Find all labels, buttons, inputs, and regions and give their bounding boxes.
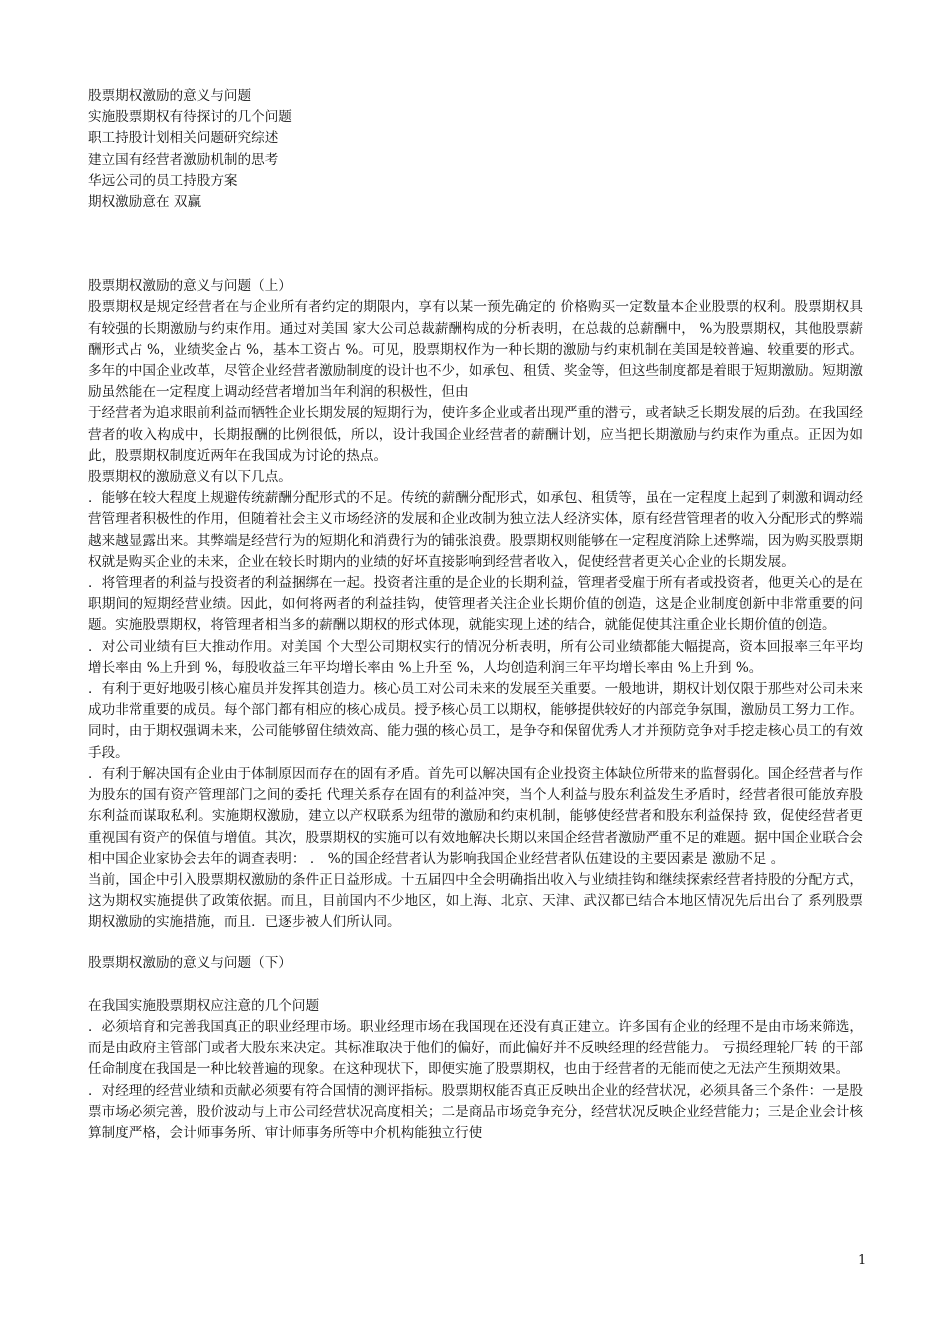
paragraph: ．将管理者的利益与投资者的利益捆绑在一起。投资者注重的是企业的长期利益，管理者受雇于所有者或投资者，他更关心的是在职期间的短期经营业绩。因此，如何将两者的利益挂钩，使管理者关注企业长期价值的创造，这是企业制度创新中非常重要的问题。实施股票期权，将管理者相当多的薪酬以期权的形式体现，就能实现上述的结合，就能促使其注重企业长期价值的创造。 bbox=[88, 575, 863, 634]
page-number: 1 bbox=[858, 1253, 867, 1268]
toc-item: 建立国有经营者激励机制的思考 bbox=[88, 151, 279, 168]
paragraph: 股票期权是规定经营者在与企业所有者约定的期限内，享有以某一预先确定的 价格购买一定数量本企业股票的权利。股票期权具有较强的长期激励与约束作用。通过对美国 家大公司总裁薪酬构成的分析表明，在总裁的总薪酬中， %为股票期权，其他股票薪酬形式占 %，业绩奖金占 %，基本工资占 %。可见，股票期权作为一种长期的激励与约束机制在美国是较普遍、较重要的形式。 多年的中国企业改革，尽管企业经营者激励制度的设计也不少，如承包、租赁、奖金等，但这些制度都是着眼于短期激励。短期激励虽然能在一定程度上调动经营者增加当年利润的积极性，但由 bbox=[88, 299, 863, 401]
paragraph: ．必须培育和完善我国真正的职业经理市场。职业经理市场在我国现在还没有真正建立。许多国有企业的经理不是由市场来筛选，而是由政府主管部门或者大股东来决定。其标准取决于他们的偏好，而此偏好并不反映经理的经营能力。 亏损经理轮厂转 的干部任命制度在我国是一种比较普遍的现象。在这种现状下，即便实施了股票期权，也由于经营者的无能而使之无法产生预期效果。 bbox=[88, 1018, 863, 1078]
paragraph: ．有利于解决国有企业由于体制原因而存在的固有矛盾。首先可以解决国有企业投资主体缺位所带来的监督弱化。国企经营者与作为股东的国有资产管理部门之间的委托 代理关系存在固有的利益冲突，当个人利益与股东利益发生矛盾时，经营者很可能放弃股东利益而谋取私利。实施期权激励，建立以产权联系为纽带的激励和约束机制，能够使经营者和股东利益保持 致，促使经营者更重视国有资产的保值与增值。其次，股票期权的实施可以有效地解决长期以来国企经营者激励严重不足的难题。据中国企业联合会相中国企业家协会去年的调查表明： ． %的国企经营者认为影响我国企业经营者队伍建设的主要因素是 激励不足 。 bbox=[88, 765, 863, 867]
paragraph: ．能够在较大程度上规避传统薪酬分配形式的不足。传统的薪酬分配形式，如承包、租赁等，虽在一定程度上起到了刺激和调动经营管理者积极性的作用，但随着社会主义市场经济的发展和企业改制为独立法人经济实体，原有经营管理者的收入分配形式的弊端越来越显露出来。其弊端是经营行为的短期化和消费行为的铺张浪费。股票期权则能够在一定程度消除上述弊端，因为购买股票期权就是购买企业的未来，企业在较长时期内的业绩的好坏直接影响到经营者收入，促使经营者更关心企业的长期发展。 bbox=[88, 490, 863, 570]
toc-item: 华远公司的员工持股方案 bbox=[88, 172, 238, 189]
section-subtitle: 在我国实施股票期权应注意的几个问题 bbox=[88, 997, 320, 1014]
paragraph: 当前，国企中引入股票期权激励的条件正日益形成。十五届四中全会明确指出收入与业绩挂钩和继续探索经营者持股的分配方式，这为期权实施提供了政策依据。而且，目前国内不少地区，如上海、北京、天津、武汉都已结合本地区情况先后出台了 系列股票期权激励的实施措施，而且．已逐步被人们所认同。 bbox=[88, 871, 863, 931]
section-title-part2: 股票期权激励的意义与问题（下） bbox=[88, 954, 292, 971]
toc-item: 股票期权激励的意义与问题 bbox=[88, 88, 252, 104]
paragraph: 于经营者为追求眼前利益而牺牲企业长期发展的短期行为，使许多企业或者出现严重的潜亏，或者缺乏长期发展的后劲。在我国经营者的收入构成中，长期报酬的比例很低，所以，设计我国企业经营者的薪酬计划，应当把长期激励与约束作为重点。正因为如此，股票期权制度近两年在我国成为讨论的热点。 bbox=[88, 405, 863, 464]
toc-item: 实施股票期权有待探讨的几个问题 bbox=[88, 109, 292, 126]
paragraph: 股票期权的激励意义有以下几点。 bbox=[88, 469, 292, 486]
paragraph: ．对公司业绩有巨大推动作用。对美国 个大型公司期权实行的情况分析表明，所有公司业绩都能大幅提高，资本回报率三年平均增长率由 %上升到 %，每股收益三年平均增长率由 %上升至 %，人均创造利润三年平均增长率由 %上升到 %。 bbox=[88, 638, 863, 676]
paragraph: ．有利于更好地吸引核心雇员并发挥其创造力。核心员工对公司未来的发展至关重要。一般地讲，期权计划仅限于那些对公司未来成功非常重要的成员。每个部门都有相应的核心成员。授予核心员工以期权，能够提供较好的内部竞争氛围，激励员工努力工作。同时，由于期权强调未来，公司能够留住绩效高、能力强的核心员工，是争夺和保留优秀人才并预防竞争对手挖走核心员工的有效手段。 bbox=[88, 681, 863, 761]
document-body bbox=[88, 276, 863, 1144]
paragraph: ．对经理的经营业绩和贡献必须要有符合国情的测评指标。股票期权能否真正反映出企业的经营状况，必须具备三个条件：一是股票市场必须完善，股价波动与上市公司经营状况高度相关；二是商品市场竞争充分，经营状况反映企业经营能力；三是企业会计核算制度严格，会计师事务所、审计师事务所等中介机构能独立行使 bbox=[88, 1082, 863, 1141]
toc-item: 期权激励意在 双赢 bbox=[88, 194, 202, 211]
section-title-part1: 股票期权激励的意义与问题（上） bbox=[88, 278, 292, 295]
document-page bbox=[88, 86, 863, 1144]
table-of-contents bbox=[88, 86, 863, 213]
toc-item: 职工持股计划相关问题研究综述 bbox=[88, 130, 279, 147]
